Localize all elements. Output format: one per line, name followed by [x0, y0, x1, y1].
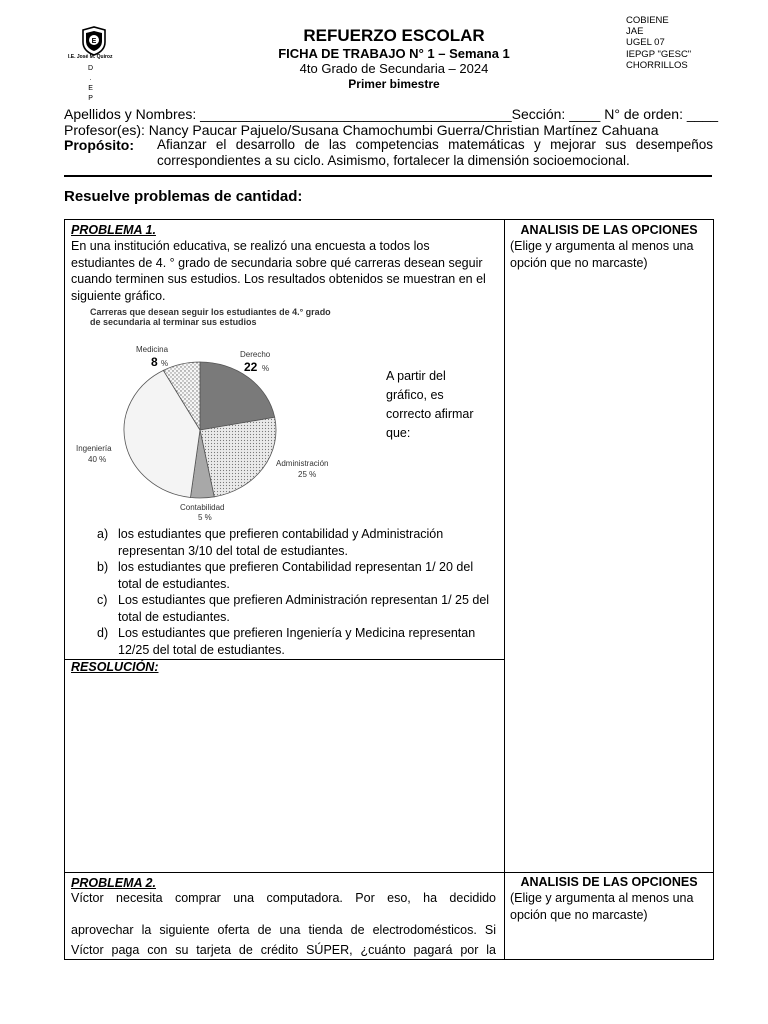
option-a[interactable]: a) los estudiantes que prefieren contabilidad y Administración representan 3/10 del total de estudiantes.: [97, 527, 444, 558]
unit-medicina: %: [161, 359, 169, 368]
value-derecho: 22: [244, 360, 258, 374]
logo-text: I.E. José M. Quiroz: [68, 54, 113, 60]
problem1-text: En una institución educativa, se realizó una encuesta a todos los estudiantes de 4. ° grado de secundaria sobre qué carreras desean seguir cuando terminen sus estudios. Los resultados obtenidos se muestran en el siguiente gráfico.: [71, 239, 486, 303]
label-administracion: Administración: [276, 459, 329, 468]
problem1-analysis-box: [504, 219, 714, 873]
option-c[interactable]: c) Los estudiantes que prefieren Administración representan 1/ 25 del total de estudiantes.: [97, 593, 490, 624]
unit-derecho: %: [262, 364, 270, 373]
pie-chart: [120, 358, 280, 503]
period-label: Primer bimestre: [348, 77, 440, 91]
resolution-label: RESOLUCIÓN:: [71, 660, 159, 674]
page-title: REFUERZO ESCOLAR: [303, 26, 485, 45]
label-contabilidad: Contabilidad: [180, 503, 225, 512]
problem1-title: PROBLEMA 1.: [71, 223, 156, 237]
option-d[interactable]: d) Los estudiantes que prefieren Ingeniería y Medicina representan 12/25 del total de estudiantes.: [97, 626, 476, 657]
problem1-analysis-text: (Elige y argumenta al menos una opción que no marcaste): [510, 239, 694, 270]
label-medicina: Medicina: [136, 345, 169, 354]
value-ingenieria: 40 %: [88, 455, 107, 464]
resolution-box[interactable]: [64, 659, 505, 873]
problem1-analysis-title: ANALISIS DE LAS OPCIONES: [520, 223, 698, 237]
problem2-analysis-text: (Elige y argumenta al menos una opción que no marcaste): [510, 891, 694, 922]
problem1-options: [71, 526, 496, 658]
section-title: Resuelve problemas de cantidad:: [64, 188, 303, 205]
label-ingenieria: Ingeniería: [76, 444, 112, 453]
purpose-label: Propósito:: [64, 137, 134, 153]
option-b[interactable]: b) los estudiantes que prefieren Contabilidad representan 1/ 20 del total de estudiantes.: [97, 560, 474, 591]
grade-label: 4to Grado de Secundaria – 2024: [299, 61, 489, 76]
dep-letters: D . E P: [88, 65, 94, 102]
svg-text:E: E: [91, 38, 97, 45]
worksheet-subtitle: FICHA DE TRABAJO N° 1 – Semana 1: [278, 46, 510, 61]
divider: [64, 175, 712, 177]
problem2-text-1: Víctor necesita comprar una computadora. Por eso, ha decidido: [71, 891, 496, 905]
chart-title: Carreras que desean seguir los estudiantes de 4.° grado de secundaria al terminar sus estudios: [90, 307, 331, 327]
purpose-text: Afianzar el desarrollo de las competencias matemáticas y mejorar sus desempeños correspondientes a su ciclo. Asimismo, fortalecer la dimensión socioemocional.: [157, 137, 713, 168]
student-name-line[interactable]: Apellidos y Nombres: ________________________________________Sección: ____ N° de orden: ____: [64, 106, 719, 122]
value-contabilidad: 5 %: [198, 513, 212, 522]
problem2-text-2: aprovechar la siguiente oferta de una tienda de electrodomésticos. Si: [71, 923, 496, 937]
problem2-analysis-title: ANALISIS DE LAS OPCIONES: [520, 875, 698, 889]
value-administracion: 25 %: [298, 470, 317, 479]
label-derecho: Derecho: [240, 350, 271, 359]
problem2-title: PROBLEMA 2.: [71, 876, 156, 890]
teachers-line: Profesor(es): Nancy Paucar Pajuelo/Susana Chamochumbi Guerra/Christian Martínez Cahuana: [64, 122, 659, 138]
value-medicina: 8: [151, 355, 158, 369]
problem2-text-3: Víctor paga con su tarjeta de crédito SÚPER, ¿cuánto pagará por la: [71, 943, 496, 957]
problem1-side-text: A partir del gráfico, es correcto afirmar que:: [386, 369, 474, 440]
institution-info: COBIENE JAE UGEL 07 IEPGP "GESC" CHORRILLOS: [626, 15, 692, 71]
